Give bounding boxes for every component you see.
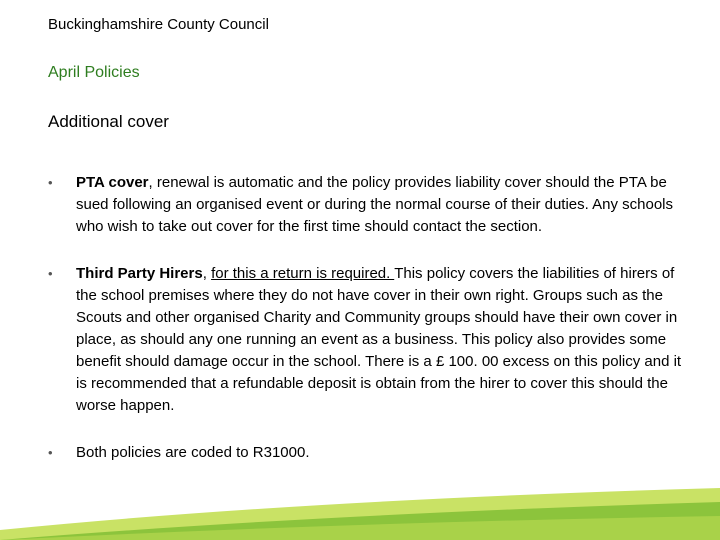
- bullet-underlined-note: for this a return is required.: [211, 265, 395, 282]
- bullet-text: This policy covers the liabilities of hirers of the school premises where they do not have cover in their own right. Groups such as the Scouts and other organised Charity and Community groups should have their own cover in place, as should any one running an event as a business. This policy also provides some benefit should damage occur in the school. There is a £ 100. 00 excess on this policy and it is recommended that a refundable deposit is obtain from the hirer to cover this should the worse happen.: [76, 265, 682, 414]
- organisation-name: Buckinghamshire County Council: [48, 16, 269, 33]
- bullet-text: Both policies are coded to R31000.: [76, 444, 310, 461]
- page-title: Additional cover: [48, 112, 169, 131]
- bullet-icon: •: [48, 445, 53, 460]
- bullet-separator: ,: [202, 265, 212, 282]
- bullet-icon: •: [48, 266, 53, 281]
- bullet-icon: •: [48, 175, 53, 190]
- bullet-text: , renewal is automatic and the policy provides liability cover should the PTA be sued following an organised event or during the normal course of their duties. Any schools who wish to take out cover for the first time should contact the section.: [76, 174, 674, 235]
- bullet-heading: Third Party Hirers: [76, 265, 203, 282]
- bullet-third-party-hirers: [48, 263, 688, 417]
- section-title: April Policies: [48, 64, 140, 81]
- bullet-policy-code: [48, 442, 688, 464]
- green-swoosh-decoration: [0, 480, 720, 540]
- bullet-list: [48, 172, 688, 489]
- bullet-heading: PTA cover: [76, 174, 149, 191]
- bullet-pta-cover: [48, 172, 688, 238]
